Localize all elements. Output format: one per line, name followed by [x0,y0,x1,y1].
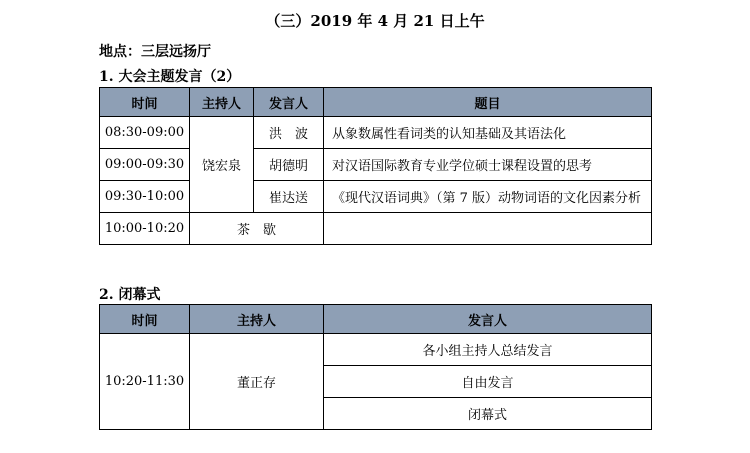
row-speaker: 胡德明 [254,149,324,181]
row-time: 09:30-10:00 [100,181,190,213]
section1-title: 1. 大会主题发言（2） [99,69,241,85]
section2-title: 2. 闭幕式 [99,287,161,303]
closing-time: 10:20-11:30 [100,334,190,430]
header-time: 时间 [100,88,190,117]
table-header-row [100,88,652,117]
closing-item: 自由发言 [324,366,652,398]
header-topic: 题目 [324,88,652,117]
header-speaker: 发言人 [324,305,652,334]
table-header-row [100,305,652,334]
table-row [100,117,652,149]
row-topic: 《现代汉语词典》（第 7 版）动物词语的文化因素分析 [324,181,652,213]
closing-item: 闭幕式 [324,398,652,430]
page-title: （三）2019 年 4 月 21 日上午 [265,12,485,30]
keynote-schedule-table [99,87,652,245]
row-host: 饶宏泉 [190,117,254,213]
row-time: 09:00-09:30 [100,149,190,181]
row-speaker: 洪 波 [254,117,324,149]
closing-item: 各小组主持人总结发言 [324,334,652,366]
row-topic: 从象数属性看词类的认知基础及其语法化 [324,117,652,149]
table-row [100,149,652,181]
table-row [100,334,652,366]
break-label: 茶 歇 [190,213,324,245]
row-speaker: 崔达送 [254,181,324,213]
break-time: 10:00-10:20 [100,213,190,245]
break-empty-cell [324,213,652,245]
closing-ceremony-table [99,304,652,430]
row-time: 08:30-09:00 [100,117,190,149]
closing-host: 董正存 [190,334,324,430]
table-row-break [100,213,652,245]
header-host: 主持人 [190,305,324,334]
header-speaker: 发言人 [254,88,324,117]
header-host: 主持人 [190,88,254,117]
table-row [100,181,652,213]
header-time: 时间 [100,305,190,334]
row-topic: 对汉语国际教育专业学位硕士课程设置的思考 [324,149,652,181]
location-label: 地点：三层远扬厅 [99,44,211,60]
